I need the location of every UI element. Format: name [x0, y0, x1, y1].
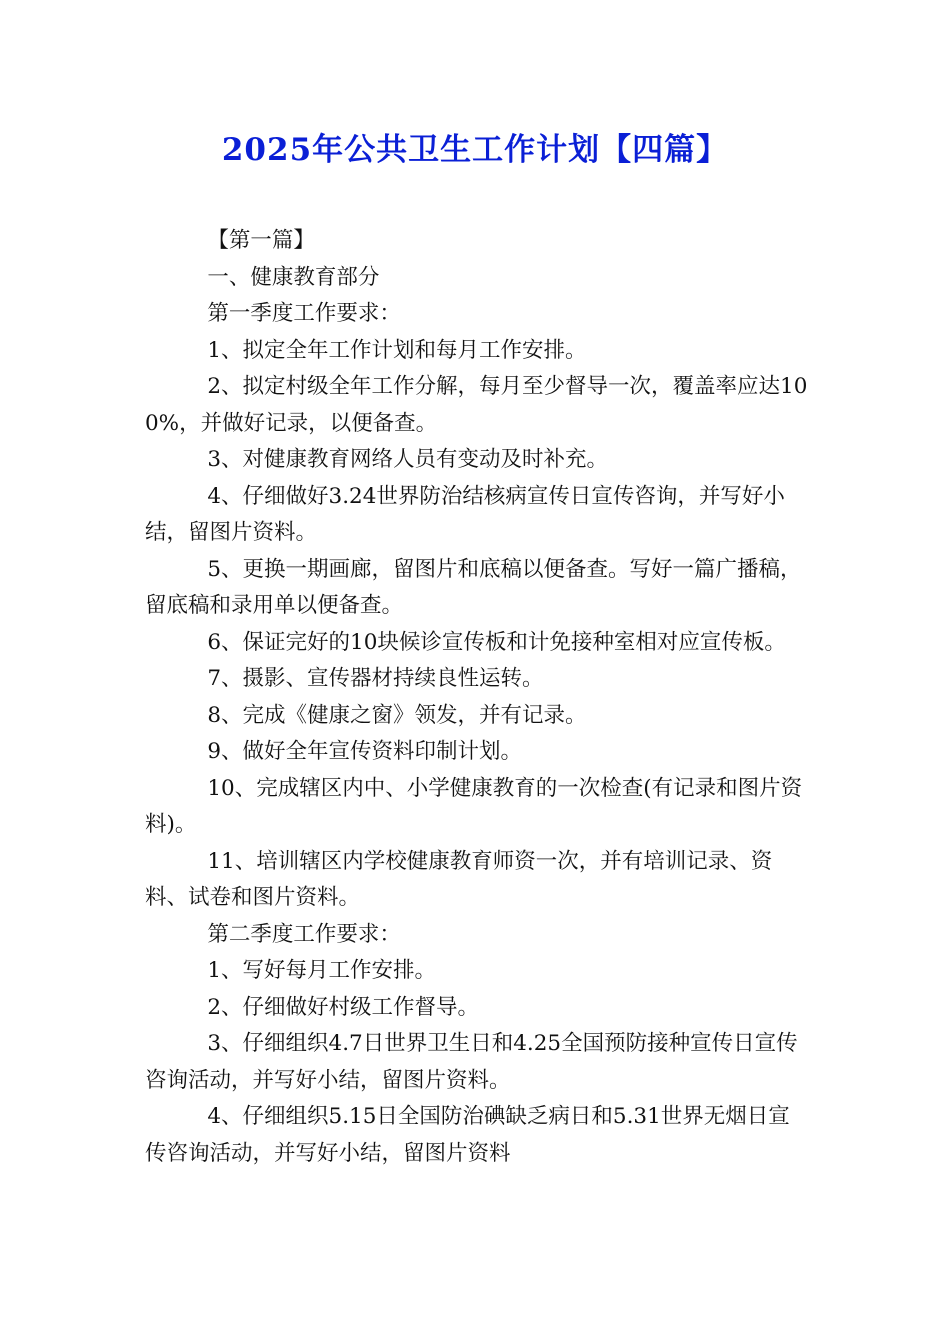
list-item: 5、更换一期画廊，留图片和底稿以便备查。写好一篇广播稿，留底稿和录用单以便备查。 — [145, 556, 802, 618]
paragraph: 【第一篇】 — [207, 228, 315, 253]
list-item: 7、摄影、宣传器材持续良性运转。 — [207, 666, 544, 691]
list-item: 3、仔细组织4.7日世界卫生日和4.25全国预防接种宣传日宣传咨询活动，并写好小结，留图片资料。 — [145, 1031, 798, 1093]
list-item: 6、保证完好的10块候诊宣传板和计免接种室相对应宣传板。 — [207, 629, 786, 655]
section-heading: 一、健康教育部分 — [207, 264, 380, 290]
list-item: 2、拟定村级全年工作分解，每月至少督导一次，覆盖率应达100%，并做好记录，以便备查。 — [145, 374, 808, 436]
document-body — [145, 223, 810, 1172]
list-item: 9、做好全年宣传资料印制计划。 — [207, 739, 523, 764]
subsection-heading: 第一季度工作要求： — [207, 301, 401, 326]
list-item: 2、仔细做好村级工作督导。 — [207, 994, 480, 1020]
document-title: 2025年公共卫生工作计划【四篇】 — [221, 132, 729, 168]
list-item: 4、仔细组织5.15日全国防治碘缺乏病日和5.31世界无烟日宣传咨询活动，并写好小结，留图片资料 — [145, 1104, 790, 1166]
list-item: 11、培训辖区内学校健康教育师资一次，并有培训记录、资料、试卷和图片资料。 — [145, 848, 773, 910]
list-item: 1、写好每月工作安排。 — [207, 958, 437, 983]
list-item: 3、对健康教育网络人员有变动及时补充。 — [207, 447, 609, 472]
list-item: 8、完成《健康之窗》领发，并有记录。 — [207, 702, 587, 728]
list-item: 4、仔细做好3.24世界防治结核病宣传日宣传咨询，并写好小结，留图片资料。 — [145, 483, 785, 545]
subsection-heading: 第二季度工作要求： — [207, 921, 401, 947]
list-item: 1、拟定全年工作计划和每月工作安排。 — [207, 337, 587, 363]
list-item: 10、完成辖区内中、小学健康教育的一次检查(有记录和图片资料)。 — [145, 775, 803, 837]
